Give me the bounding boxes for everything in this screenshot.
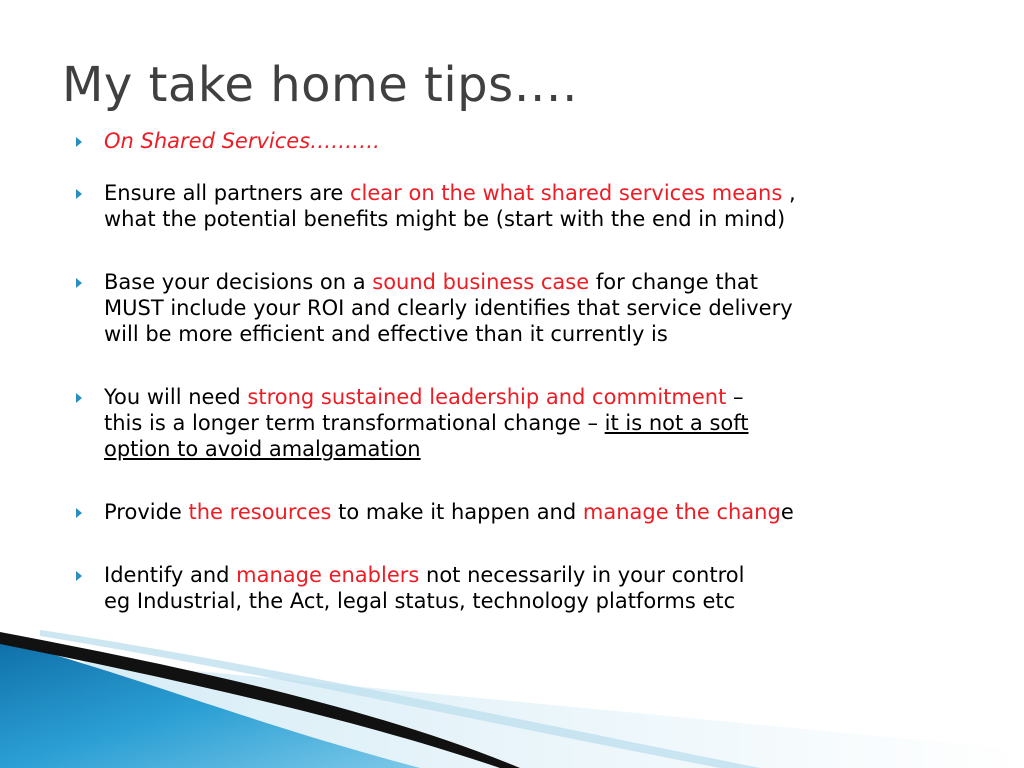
bullet-line: what the potential benefits might be (start with the end in mind)	[104, 207, 786, 231]
bullet-line	[104, 562, 972, 588]
bullet-text: Ensure all partners are	[104, 181, 350, 205]
triangle-right-bullet-icon	[76, 278, 82, 288]
triangle-right-bullet-icon	[76, 508, 82, 518]
triangle-right-bullet-icon	[76, 189, 82, 199]
bullet-underlined-text: it is not a soft	[604, 411, 749, 435]
bullet-text: to make it happen and	[331, 500, 583, 524]
bullet-heading-text: On Shared Services	[104, 129, 311, 153]
bullet-line	[104, 180, 972, 206]
bullet-emphasis-text: sound business case	[372, 270, 590, 294]
bullet-emphasis-text: manage the chang	[582, 500, 781, 524]
bullet-line	[104, 499, 972, 525]
bullet-text: e	[780, 500, 794, 524]
bullet-text: Provide	[104, 500, 189, 524]
triangle-right-bullet-icon	[76, 393, 82, 403]
corner-swoosh-decoration	[0, 630, 1024, 768]
bullet-underlined-line: option to avoid amalgamation	[104, 437, 421, 461]
bullet-emphasis-text: clear on the what shared services means	[350, 181, 789, 205]
bullet-text	[104, 128, 972, 154]
bullet-text: for change that	[589, 270, 758, 294]
bullet-line: eg Industrial, the Act, legal status, technology platforms etc	[104, 589, 736, 613]
bullet-emphasis-text: manage enablers	[236, 563, 420, 587]
triangle-right-bullet-icon	[76, 137, 82, 147]
bullet-item-leadership	[72, 384, 972, 462]
bullet-emphasis-text: the resources	[188, 500, 332, 524]
bullet-line: will be more efficient and effective than it currently is	[104, 322, 668, 346]
slide-title: My take home tips….	[62, 57, 578, 113]
bullet-line: MUST include your ROI and clearly identifies that service delivery	[104, 296, 793, 320]
bullet-text: ,	[788, 181, 796, 205]
bullet-item-enablers	[72, 562, 972, 614]
bullet-text: –	[726, 385, 744, 409]
bullet-text: Identify and	[104, 563, 237, 587]
bullet-heading-ellipsis: ……….	[310, 129, 380, 153]
bullet-item-ensure-partners	[72, 180, 972, 232]
bullet-text: not necessarily in your control	[419, 563, 745, 587]
triangle-right-bullet-icon	[76, 571, 82, 581]
bullet-text: Base your decisions on a	[104, 270, 373, 294]
bullet-line	[104, 384, 972, 410]
bullet-list	[72, 128, 972, 651]
bullet-item-resources	[72, 499, 972, 525]
bullet-item-shared-services	[72, 128, 972, 154]
bullet-line	[104, 410, 972, 436]
bullet-line	[104, 269, 972, 295]
bullet-text: this is a longer term transformational change –	[104, 411, 605, 435]
bullet-text: You will need	[104, 385, 248, 409]
bullet-item-business-case	[72, 269, 972, 347]
bullet-emphasis-text: strong sustained leadership and commitment	[247, 385, 727, 409]
